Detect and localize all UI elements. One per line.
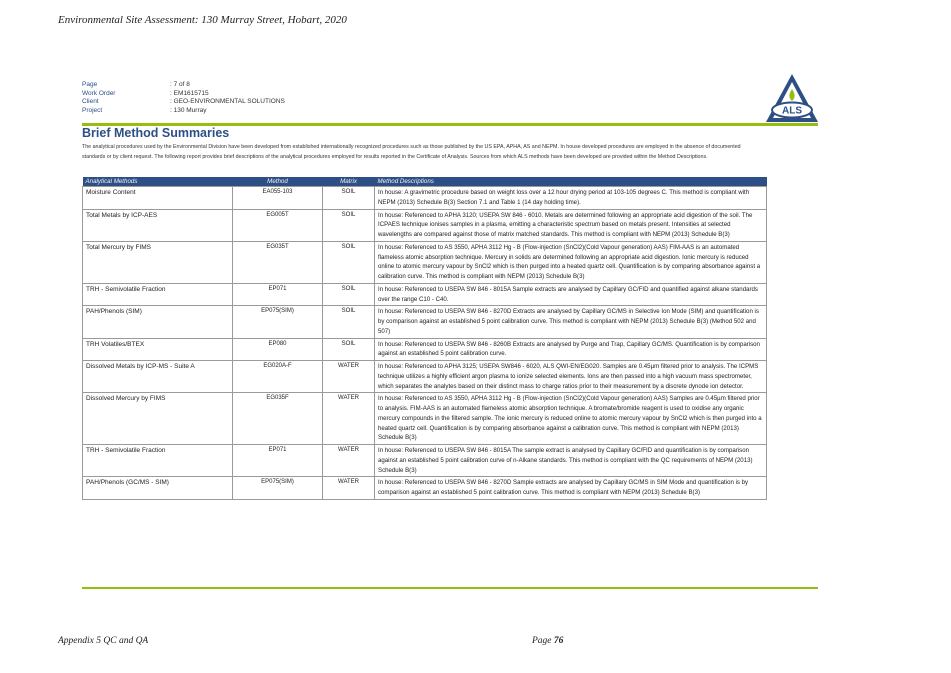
matrix-cell: SOIL [323,283,375,306]
meta-value: : EM1615715 [170,89,209,97]
meta-value: : 7 of 8 [170,81,190,88]
meta-value: : GEO-ENVIRONMENTAL SOLUTIONS [170,98,285,106]
method-summary-table [82,177,767,500]
description-cell: In house: Referenced to AS 3550, APHA 3112 Hg - B (Flow-injection (SnCl2)(Cold Vapour generation) AAS) FIM-AAS is an automated flameless atomic absorption technique. Mercury in solids are determined following an appropriate acid digestion. Ionic mercury is reduced online to atomic mercury vapour by SnCl2 which is then purged into a heated quartz cell. Quantification is by comparing absorbance against a calibration curve. This method is compliant with NEPM (2013) Schedule B(3) [375,241,767,283]
table-row [83,209,767,241]
logo-text: ALS [782,105,802,117]
analytical-method-cell: Dissolved Metals by ICP-MS - Suite A [83,361,233,393]
method-code-cell: EP071 [233,445,323,477]
matrix-cell: SOIL [323,241,375,283]
analytical-method-cell: PAH/Phenols (SIM) [83,306,233,338]
description-cell: In house: Referenced to USEPA SW 846 - 8270D Sample extracts are analysed by Capillary GC/MS in SIM Mode and quantification is by comparison against an established 5 point calibration curve. This method is compliant with NEPM (2013) Schedule B(3) [375,477,767,500]
method-code-cell: EP080 [233,338,323,361]
column-header: Analytical Methods [83,177,233,187]
report-meta [82,81,285,115]
analytical-method-cell: TRH Volatiles/BTEX [83,338,233,361]
analytical-method-cell: TRH - Semivolatile Fraction [83,445,233,477]
table-row [83,477,767,500]
meta-label: Client [82,98,99,106]
table-header-row [83,177,767,187]
analytical-method-cell: TRH - Semivolatile Fraction [83,283,233,306]
description-cell: In house: Referenced to USEPA SW 846 - 8015A The sample extract is analysed by Capillary GC/FID and quantification is by comparison against an established 5 point calibration curve of n-Alkane standards. This method is compliant with the QC requirements of NEPM (2013) Schedule B(3) [375,445,767,477]
table-row [83,241,767,283]
footer-page-number: 76 [553,636,564,646]
matrix-cell: SOIL [323,338,375,361]
description-cell: In house: Referenced to APHA 3125; USEPA SW846 - 6020, ALS QWI-EN/EG020. Samples are 0.45µm filtered prior to analysis. The ICPMS technique utilizes a highly efficient argon plasma to ionize selected elements. Ions are then passed into a high vacuum mass spectrometer, which separates the analytes based on their distinct mass to charge ratios prior to their measurement by a discrete dynode ion detector. [375,361,767,393]
table-row [83,361,767,393]
method-code-cell: EG035T [233,241,323,283]
document-header: Environmental Site Assessment: 130 Murray Street, Hobart, 2020 [58,14,347,26]
analytical-method-cell: Total Metals by ICP-AES [83,209,233,241]
meta-label: Work Order [82,89,116,97]
column-header: Method Descriptions [375,177,767,187]
description-cell: In house: Referenced to USEPA SW 846 - 8270D Extracts are analysed by Capillary GC/MS in Selective Ion Mode (SIM) and quantification is by comparison against an established 5 point calibration curve. This method is compliant with NEPM (2013) Schedule B(3) (Method 502 and 507) [375,306,767,338]
description-cell: In house: Referenced to APHA 3120; USEPA SW 846 - 6010. Metals are determined following an appropriate acid digestion of the soil. The ICPAES technique ionises samples in a plasma, emitting a characteristic spectrum based on metals present. Intensities at selected wavelengths are compared against those of matrix matched standards. This method is compliant with NEPM (2013) Schedule B(3) [375,209,767,241]
method-code-cell: EG020A-F [233,361,323,393]
matrix-cell: WATER [323,445,375,477]
table-row [83,283,767,306]
table-row [83,306,767,338]
matrix-cell: WATER [323,393,375,445]
method-code-cell: EG005T [233,209,323,241]
als-logo [764,72,820,124]
section-title: Brief Method Summaries [82,126,230,140]
method-code-cell: EP071 [233,283,323,306]
footer-page-label: Page [532,636,552,646]
meta-row [82,107,285,116]
bottom-rule [82,587,818,589]
analytical-method-cell: Moisture Content [83,187,233,210]
method-code-cell: EA055-103 [233,187,323,210]
matrix-cell: SOIL [323,306,375,338]
analytical-method-cell: Dissolved Mercury by FIMS [83,393,233,445]
matrix-cell: WATER [323,477,375,500]
matrix-cell: WATER [323,361,375,393]
description-cell: In house: Referenced to USEPA SW 846 - 8015A Sample extracts are analysed by Capillary GC/FID and quantified against alkane standards over the range C10 - C40. [375,283,767,306]
description-cell: In house: Referenced to USEPA SW 846 - 8260B Extracts are analysed by Purge and Trap, Capillary GC/MS. Quantification is by comparison against an established 5 point calibration curve. [375,338,767,361]
meta-value: : 130 Murray [170,106,207,114]
matrix-cell: SOIL [323,187,375,210]
footer-page [532,636,563,646]
description-cell: In house: A gravimetric procedure based on weight loss over a 12 hour drying period at 103-105 degrees C. This method is compliant with NEPM (2013) Schedule B(3) Section 7.1 and Table 1 (14 day holding time). [375,187,767,210]
analytical-method-cell: PAH/Phenols (GC/MS - SIM) [83,477,233,500]
meta-row [82,90,285,99]
meta-label: Page [82,81,98,88]
column-header: Method [233,177,323,187]
meta-label: Project [82,106,103,114]
footer-appendix: Appendix 5 QC and QA [58,636,149,646]
matrix-cell: SOIL [323,209,375,241]
table-row [83,338,767,361]
column-header: Matrix [323,177,375,187]
meta-row [82,81,285,90]
meta-row [82,98,285,107]
analytical-method-cell: Total Mercury by FIMS [83,241,233,283]
intro-paragraph: The analytical procedures used by the Environmental Division have been developed from established internationally recognized procedures such as those published by the US EPA, APHA, AS and NEPM. In house developed procedures are employed in the absence of documented standards or by client request. The following report provides brief descriptions of the analytical procedures employed for results reported in the Certificate of Analysis. Sources from which ALS methods have been developed are provided within the Method Descriptions. [82,144,741,160]
method-code-cell: EG035F [233,393,323,445]
table-row [83,187,767,210]
method-code-cell: EP075(SIM) [233,306,323,338]
table-row [83,445,767,477]
method-code-cell: EP075(SIM) [233,477,323,500]
description-cell: In house: Referenced to AS 3550, APHA 3112 Hg - B (Flow-injection (SnCl2)(Cold Vapour generation) AAS) Samples are 0.45µm filtered prior to analysis. FIM-AAS is an automated flameless atomic absorption technique. A bromate/bromide reagent is used to oxidise any organic mercury compounds in the filtered sample. The ionic mercury is reduced online to atomic mercury vapour by SnCl2 which is then purged into a heated quartz cell. Quantification is by comparing absorbance against a calibration curve. This method is compliant with NEPM (2013) Schedule B(3) [375,393,767,445]
table-row [83,393,767,445]
